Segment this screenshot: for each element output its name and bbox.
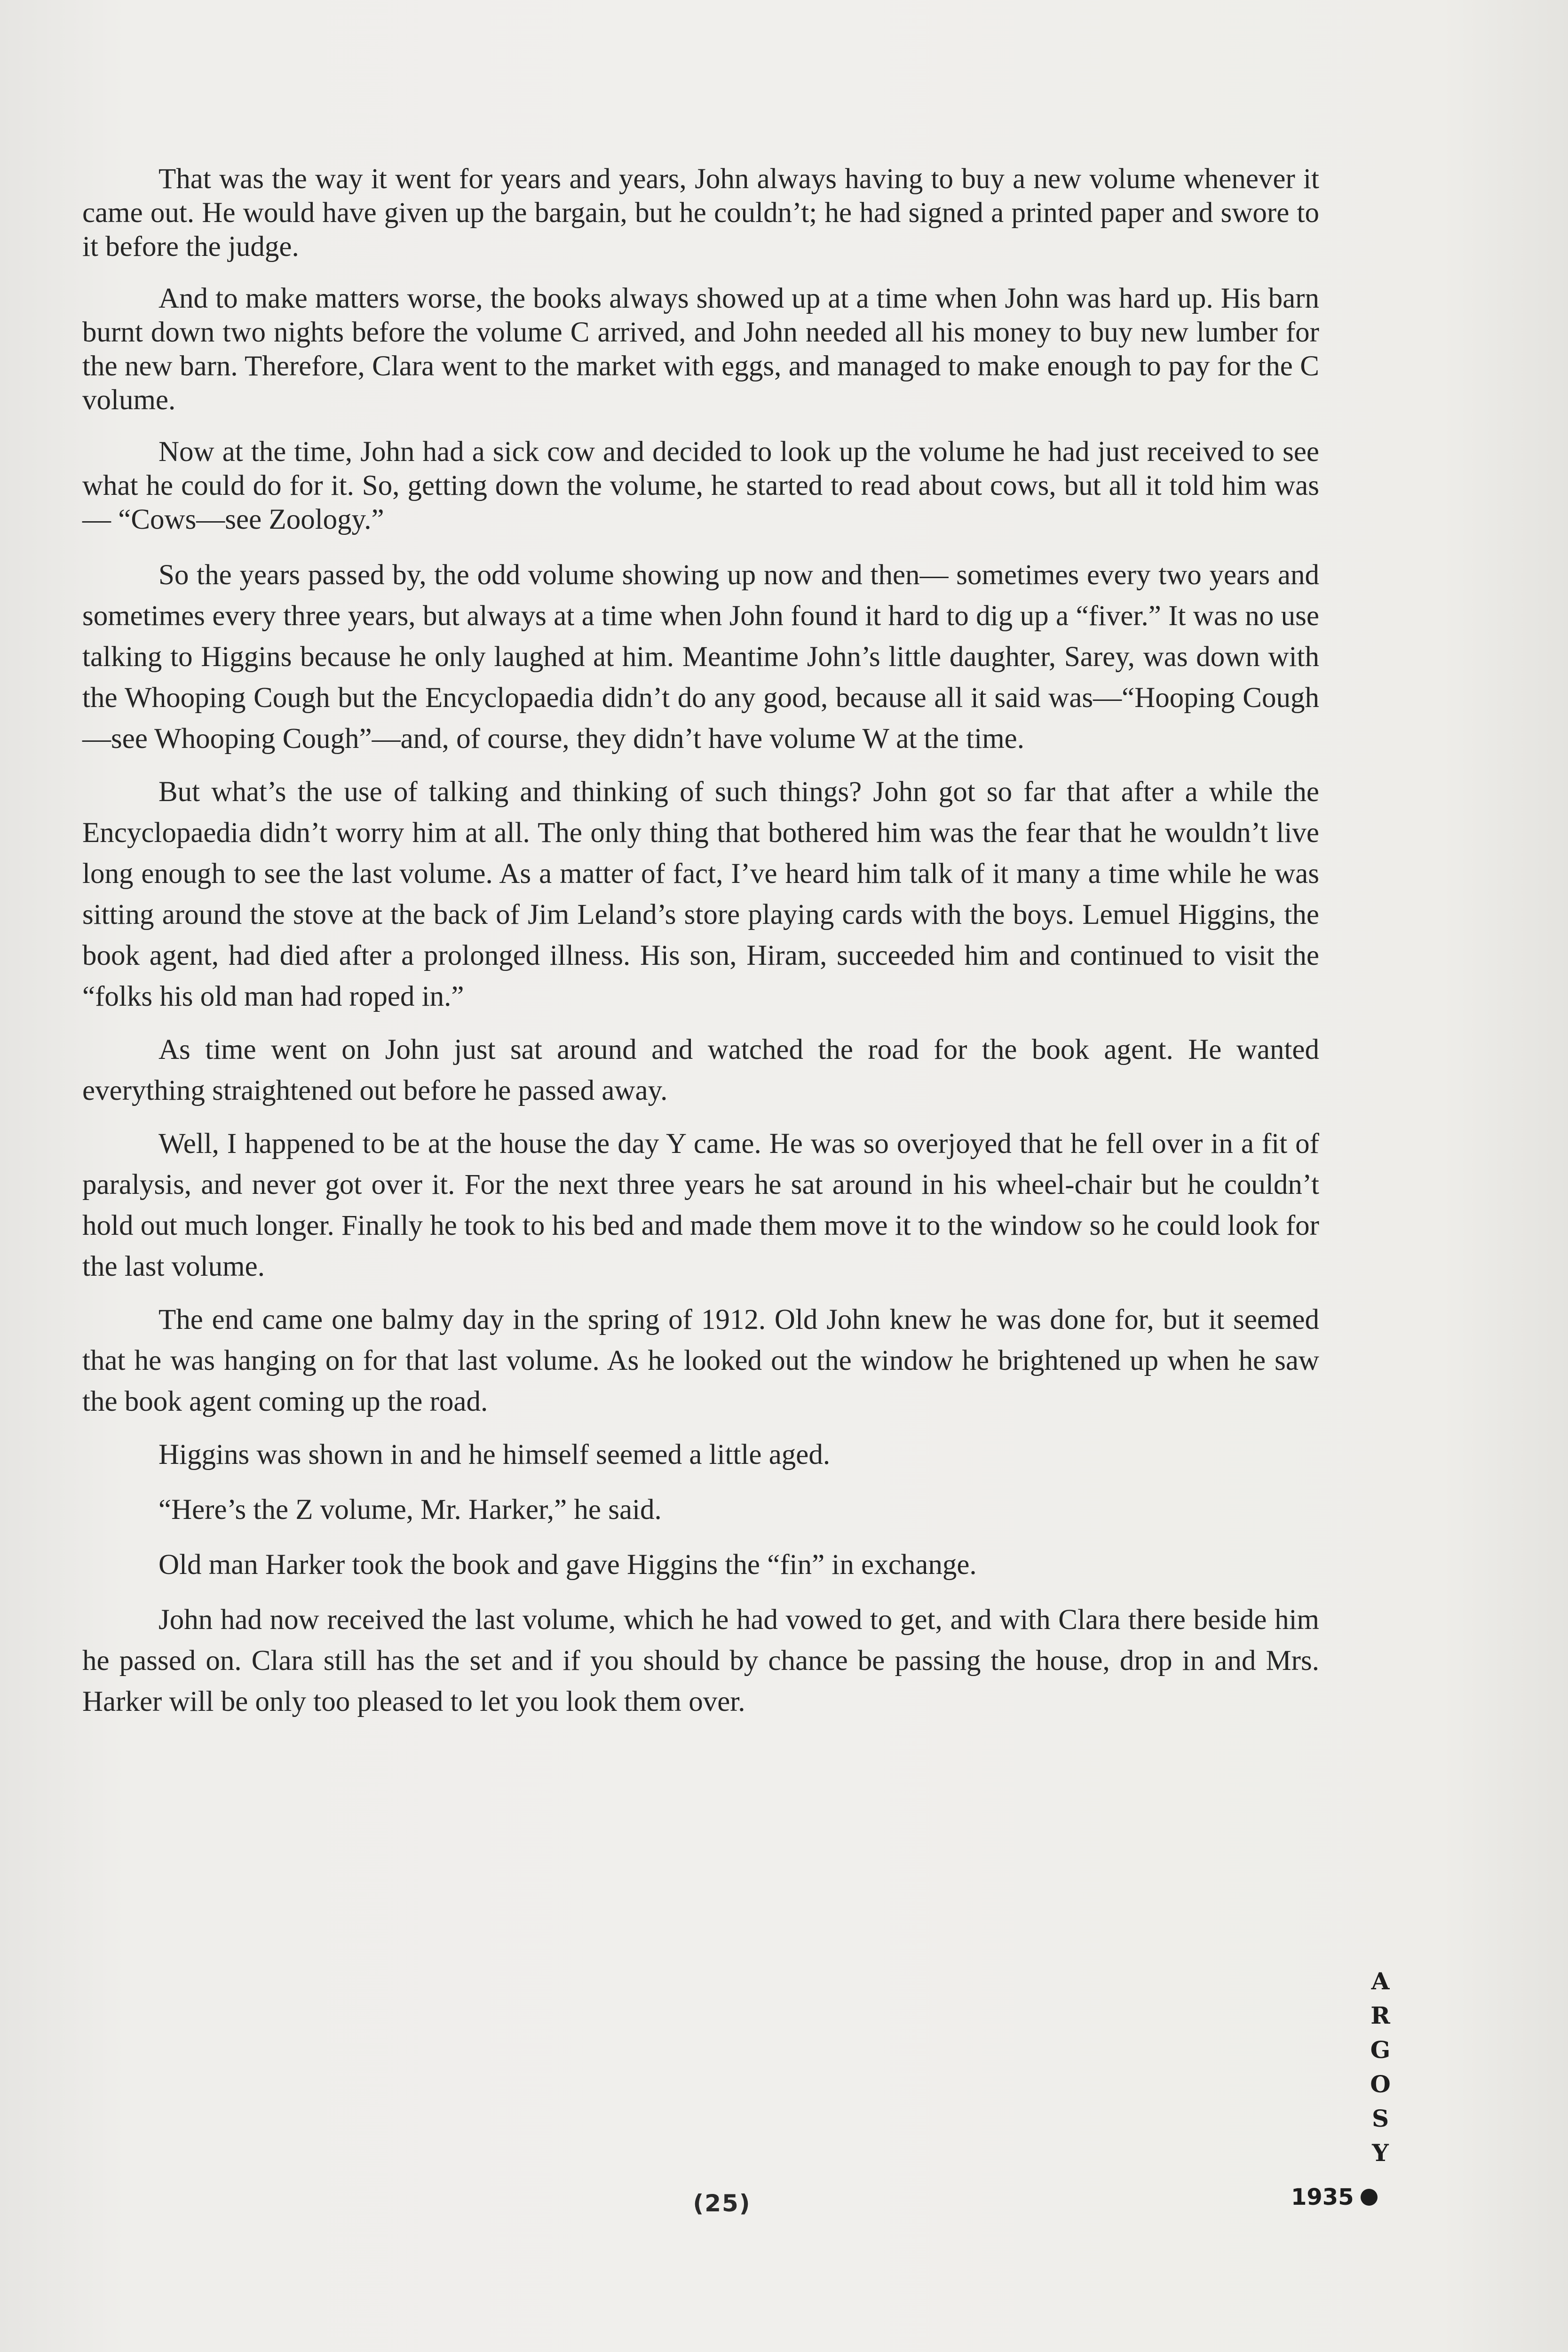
article-body bbox=[82, 162, 1319, 1734]
issue-year bbox=[1291, 2184, 1378, 2210]
bullet-icon bbox=[1361, 2189, 1378, 2206]
paragraph: And to make matters worse, the books always showed up at a time when John was hard up. His barn burnt down two nights before the volume C arrived, and John needed all his money to buy new lumber for the new barn. Therefore, Clara went to the market with eggs, and managed to make enough to pay for the C volume. bbox=[82, 283, 1319, 416]
side-letter: O bbox=[1370, 2070, 1391, 2098]
page-number: (25) bbox=[693, 2190, 751, 2217]
paragraph: Well, I happened to be at the house the day Y came. He was so overjoyed that he fell over in a fit of paralysis, and never got over it. For the next three years he sat around in his wheel-chair but he couldn’t hold out much longer. Finally he took to his bed and made them move it to the window so he could look for the last volume. bbox=[82, 1128, 1319, 1282]
paragraph: Now at the time, John had a sick cow and decided to look up the volume he had just received to see what he could do for it. So, getting down the volume, he started to read about cows, but all it told him was— “Cows—see Zoology.” bbox=[82, 436, 1319, 535]
paragraph: As time went on John just sat around and watched the road for the book agent. He wanted everything straightened out before he passed away. bbox=[82, 1034, 1319, 1106]
paragraph: John had now received the last volume, which he had vowed to get, and with Clara there beside him he passed on. Clara still has the set and if you should by chance be passing the house, drop in and Mrs. Harker will be only too pleased to let you look them over. bbox=[82, 1604, 1319, 1717]
side-letter: Y bbox=[1372, 2139, 1389, 2167]
paragraph: But what’s the use of talking and thinking of such things? John got so far that after a while the Encyclopaedia didn’t worry him at all. The only thing that bothered him was the fear that he wouldn’t live long enough to see the last volume. As a matter of fact, I’ve heard him talk of it many a time while he was sitting around the stove at the back of Jim Leland’s store playing cards with the boys. Lemuel Higgins, the book agent, had died after a prolonged illness. His son, Hiram, succeeded him and continued to visit the “folks his old man had roped in.” bbox=[82, 776, 1319, 1012]
paragraph: That was the way it went for years and years, John always having to buy a new volume whenever it came out. He would have given up the bargain, but he couldn’t; he had signed a printed paper and swore to it before the judge. bbox=[82, 163, 1319, 262]
paragraph: Old man Harker took the book and gave Higgins the “fin” in exchange. bbox=[158, 1549, 977, 1581]
paragraph: The end came one balmy day in the spring of 1912. Old John knew he was done for, but it seemed that he was hanging on for that last volume. As he looked out the window he brightened up when he saw the book agent coming up the road. bbox=[82, 1304, 1319, 1417]
side-letter: R bbox=[1370, 2002, 1390, 2029]
side-letter: A bbox=[1371, 1967, 1390, 1995]
paragraph: Higgins was shown in and he himself seemed a little aged. bbox=[158, 1439, 831, 1470]
magazine-name-vertical bbox=[1366, 1964, 1394, 2170]
paragraph: “Here’s the Z volume, Mr. Harker,” he said. bbox=[158, 1494, 662, 1526]
paragraph: So the years passed by, the odd volume showing up now and then— sometimes every two years and sometimes every three years, but always at a time when John found it hard to dig up a “fiver.” It was no use talking to Higgins because he only laughed at him. Meantime John’s little daughter, Sarey, was down with the Whooping Cough but the Encyclopaedia didn’t do any good, because all it said was—“Hooping Cough—see Whooping Cough”—and, of course, they didn’t have volume W at the time. bbox=[82, 559, 1319, 755]
year-text: 1935 bbox=[1291, 2184, 1354, 2210]
side-letter: G bbox=[1370, 2036, 1391, 2064]
side-letter: S bbox=[1371, 2105, 1389, 2132]
